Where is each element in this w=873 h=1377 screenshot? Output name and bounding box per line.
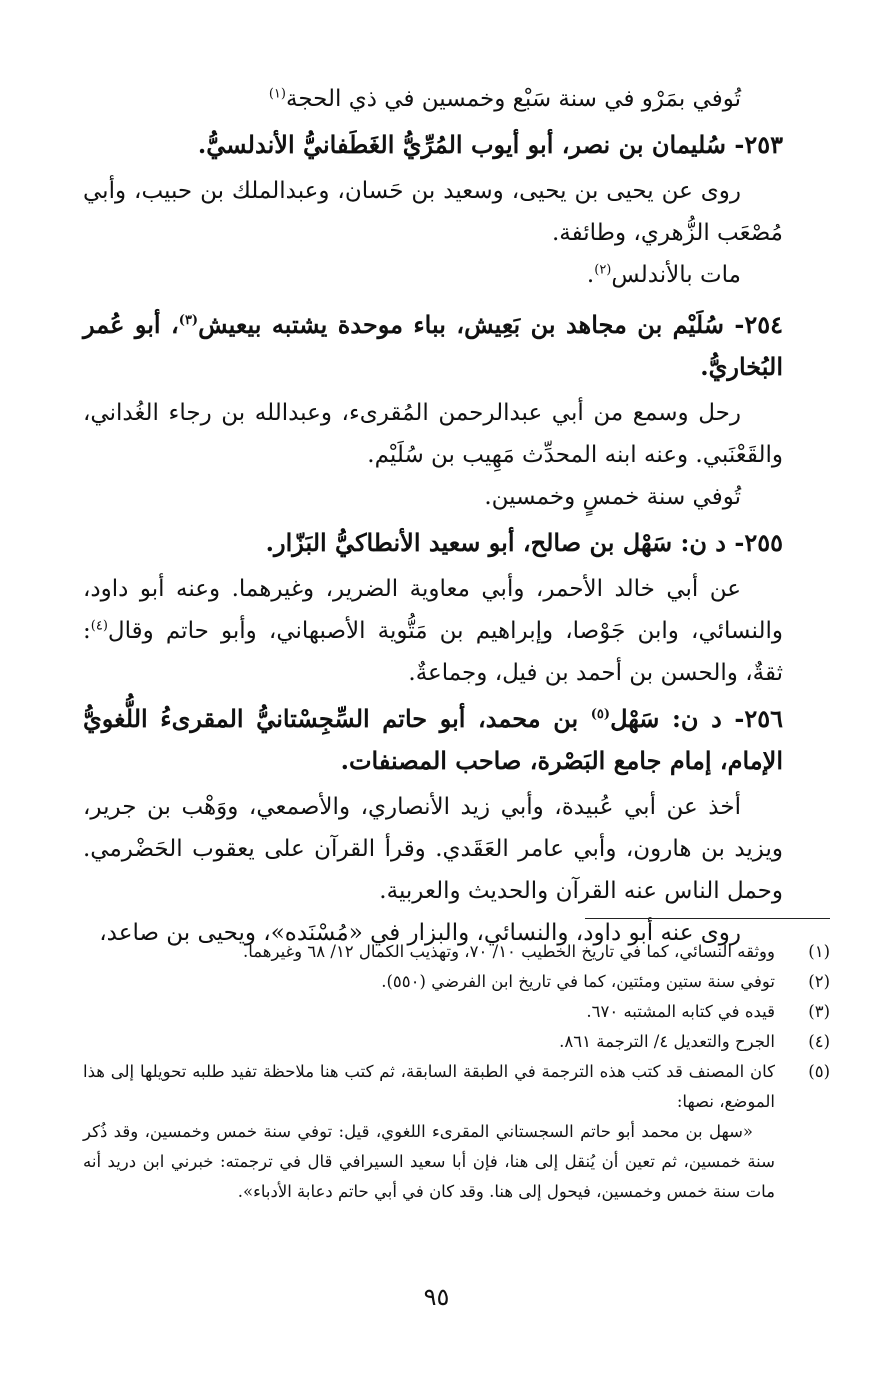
footnote-number: (٤) — [808, 1032, 830, 1051]
footnote-text: توفي سنة ستين ومئتين، كما في تاريخ ابن الفرضي (٥٥٠). — [381, 972, 775, 991]
footnote — [83, 1057, 830, 1117]
entry-text — [83, 254, 783, 296]
footnotes — [83, 937, 830, 1207]
footnote-quote — [83, 1117, 775, 1207]
entry-heading-255 — [83, 522, 783, 564]
footnote-divider — [585, 918, 830, 919]
footnote-ref: (١) — [268, 86, 286, 102]
footnote — [83, 937, 830, 967]
death-text: تُوفي بمَرْو في سنة سَبْع وخمسين في ذي الحجة — [285, 86, 741, 112]
entry-title: بن محمد، أبو حاتم السِّجِسْتانيُّ المقرىءُ اللُّغويُّ الإمام، إمام جامع البَصْرة، صاحب المصنفات. — [83, 704, 783, 775]
footnote — [83, 967, 830, 997]
footnote-number: (٢) — [808, 972, 830, 991]
entry-number: ٢٥٤- — [734, 310, 783, 339]
entry-heading-256 — [83, 698, 783, 782]
entry-text-part: عن أبي خالد الأحمر، وأبي معاوية الضرير، وغيرهما. وعنه أبو داود، والنسائي، وابن جَوْصا، وإبراهيم بن مَتُّوية الأصبهاني، وأبو حاتم وقال — [83, 576, 783, 644]
entry-title: سُلَيْم بن مجاهد بن بَعِيش، بباء موحدة يشتبه بيعيش — [198, 310, 724, 339]
entry-title: د ن: سَهْل بن صالح، أبو سعيد الأنطاكيُّ البَزّار. — [265, 528, 726, 557]
footnote-ref: (٤) — [90, 618, 108, 634]
entry-number: ٢٥٥- — [734, 528, 783, 557]
entry-title: د ن: سَهْل — [610, 704, 722, 733]
footnote-text: كان المصنف قد كتب هذه الترجمة في الطبقة السابقة، ثم كتب هنا ملاحظة تفيد طلبه تحويلها إلى هذا الموضع، نصها: — [83, 1062, 775, 1111]
footnote-ref: (٥) — [590, 707, 611, 722]
footnote-text: الجرح والتعديل ٤/ الترجمة ٨٦١. — [559, 1032, 775, 1051]
footnote-number: (٣) — [808, 1002, 830, 1021]
entry-text: تُوفي سنة خمسٍ وخمسين. — [484, 484, 741, 510]
main-text — [83, 78, 783, 954]
footnote-number: (٥) — [808, 1062, 830, 1081]
entry-text: روى عنه أبو داود، والنسائي، والبزار في «مُسْنَده»، ويحيى بن صاعد، — [99, 920, 741, 946]
entry-number: ٢٥٦- — [734, 704, 784, 733]
entry-text: أخذ عن أبي عُبيدة، وأبي زيد الأنصاري، والأصمعي، ووَهْب بن جرير، ويزيد بن هارون، وأبي عامر العَقَدي. وقرأ القرآن على يعقوب الحَضْرمي. وحمل الناس عنه القرآن والحديث والعربية. — [83, 794, 783, 904]
entry-text-part: مات بالأندلس — [611, 262, 741, 288]
entry-heading-254 — [83, 304, 783, 388]
footnote — [83, 1027, 830, 1057]
footnote-ref: (٢) — [594, 262, 612, 278]
entry-text: رحل وسمع من أبي عبدالرحمن المُقرىء، وعبدالله بن رجاء الغُداني، والقَعْنَبي. وعنه ابنه المحدِّث مَهِيب بن سُلَيْم. — [83, 400, 783, 468]
entry-text-part: : ثقةٌ، والحسن بن أحمد بن فيل، وجماعةٌ. — [83, 618, 783, 686]
death-line — [83, 78, 783, 120]
entry-text-part: . — [586, 262, 595, 288]
entry-heading-253 — [83, 124, 783, 166]
page-number: ٩٥ — [423, 1283, 450, 1311]
entry-title: ، أبو عُمر البُخاريُّ. — [83, 310, 783, 381]
entry-number: ٢٥٣- — [734, 130, 783, 159]
footnote — [83, 997, 830, 1027]
entry-text: روى عن يحيى بن يحيى، وسعيد بن حَسان، وعبدالملك بن حبيب، وأبي مُصْعَب الزُّهري، وطائفة. — [83, 178, 783, 246]
footnote-number: (١) — [808, 942, 830, 961]
footnote-quote-text: «سهل بن محمد أبو حاتم السجستاني المقرىء اللغوي، قيل: توفي سنة خمس وخمسين، وقد ذُكر سنة خمسين، ثم تعين أن يُنقل إلى هنا، فإن أبا سعيد السيرافي قال في ترجمته: خبرني ابن دريد أنه مات سنة خمس وخمسين، فيحول إلى هنا. وقد كان في أبي حاتم دعابة الأدباء». — [83, 1122, 775, 1201]
entry-text — [83, 568, 783, 694]
entry-title: سُليمان بن نصر، أبو أيوب المُرِّيُّ الغَطَفانيُّ الأندلسيُّ. — [197, 130, 726, 159]
footnote-ref: (٣) — [178, 313, 199, 328]
footnote-text: ووثقه النسائي، كما في تاريخ الخطيب ١٠/ ٧٠، وتهذيب الكمال ١٢/ ٦٨ وغيرهما. — [242, 942, 775, 961]
footnote-text: قيده في كتابه المشتبه ٦٧٠. — [586, 1002, 775, 1021]
